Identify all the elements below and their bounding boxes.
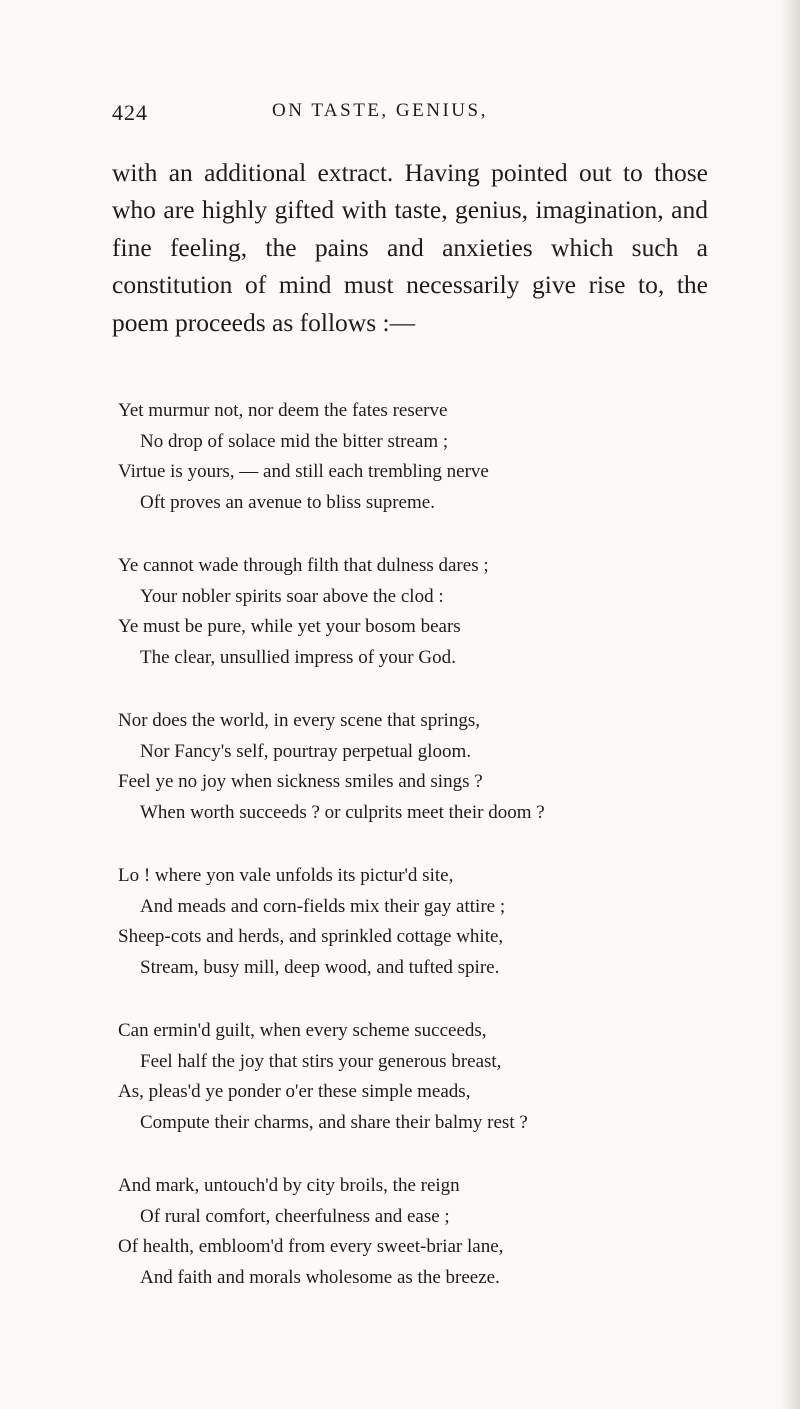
running-head xyxy=(112,100,692,130)
poem-line: Nor does the world, in every scene that springs, xyxy=(118,710,480,731)
poem-line: Of rural comfort, cheerfulness and ease ; xyxy=(140,1205,450,1227)
stanza-3 xyxy=(118,706,678,828)
poem-line: And faith and morals wholesome as the breeze. xyxy=(140,1266,500,1288)
poem-line: Nor Fancy's self, pourtray perpetual gloom. xyxy=(140,740,472,762)
poem-line: No drop of solace mid the bitter stream ; xyxy=(140,430,449,452)
poem-line: Feel ye no joy when sickness smiles and sings ? xyxy=(118,771,483,792)
poem-line: Sheep-cots and herds, and sprinkled cottage white, xyxy=(118,926,504,947)
poem-line: The clear, unsullied impress of your God. xyxy=(140,646,456,668)
stanza-6 xyxy=(118,1171,678,1293)
stanza-2 xyxy=(118,551,678,673)
poem-line: Oft proves an avenue to bliss supreme. xyxy=(140,491,435,513)
stanza-5 xyxy=(118,1016,678,1138)
poem-line: Stream, busy mill, deep wood, and tufted spire. xyxy=(140,956,500,978)
poem xyxy=(118,396,678,1326)
poem-line: Compute their charms, and share their balmy rest ? xyxy=(140,1111,528,1133)
poem-line: As, pleas'd ye ponder o'er these simple meads, xyxy=(118,1081,471,1102)
poem-line: Your nobler spirits soar above the clod : xyxy=(140,585,444,607)
poem-line: And mark, untouch'd by city broils, the reign xyxy=(118,1175,460,1196)
page-number: 424 xyxy=(112,100,148,125)
intro-paragraph xyxy=(112,154,708,341)
intro-text: with an additional extract. Having pointed out to those who are highly gifted with taste, genius, imagination, and fine feeling, the pains and anxieties which such a constitution of mind must necessarily give rise to, the poem proceeds as follows :— xyxy=(112,158,708,337)
poem-line: Ye must be pure, while yet your bosom bears xyxy=(118,616,461,637)
poem-line: Virtue is yours, — and still each trembling nerve xyxy=(118,461,489,482)
stanza-4 xyxy=(118,861,678,983)
poem-line: Ye cannot wade through filth that dulness dares ; xyxy=(118,555,489,576)
poem-line: Can ermin'd guilt, when every scheme succeeds, xyxy=(118,1020,487,1041)
poem-line: Yet murmur not, nor deem the fates reserve xyxy=(118,400,448,421)
poem-line: And meads and corn-fields mix their gay attire ; xyxy=(140,895,506,917)
running-title: ON TASTE, GENIUS, xyxy=(272,100,488,121)
poem-line: Of health, embloom'd from every sweet-briar lane, xyxy=(118,1236,504,1257)
poem-line: Lo ! where yon vale unfolds its pictur'd site, xyxy=(118,865,454,886)
poem-line: Feel half the joy that stirs your generous breast, xyxy=(140,1050,502,1072)
stanza-1 xyxy=(118,396,678,518)
poem-line: When worth succeeds ? or culprits meet their doom ? xyxy=(140,801,545,823)
